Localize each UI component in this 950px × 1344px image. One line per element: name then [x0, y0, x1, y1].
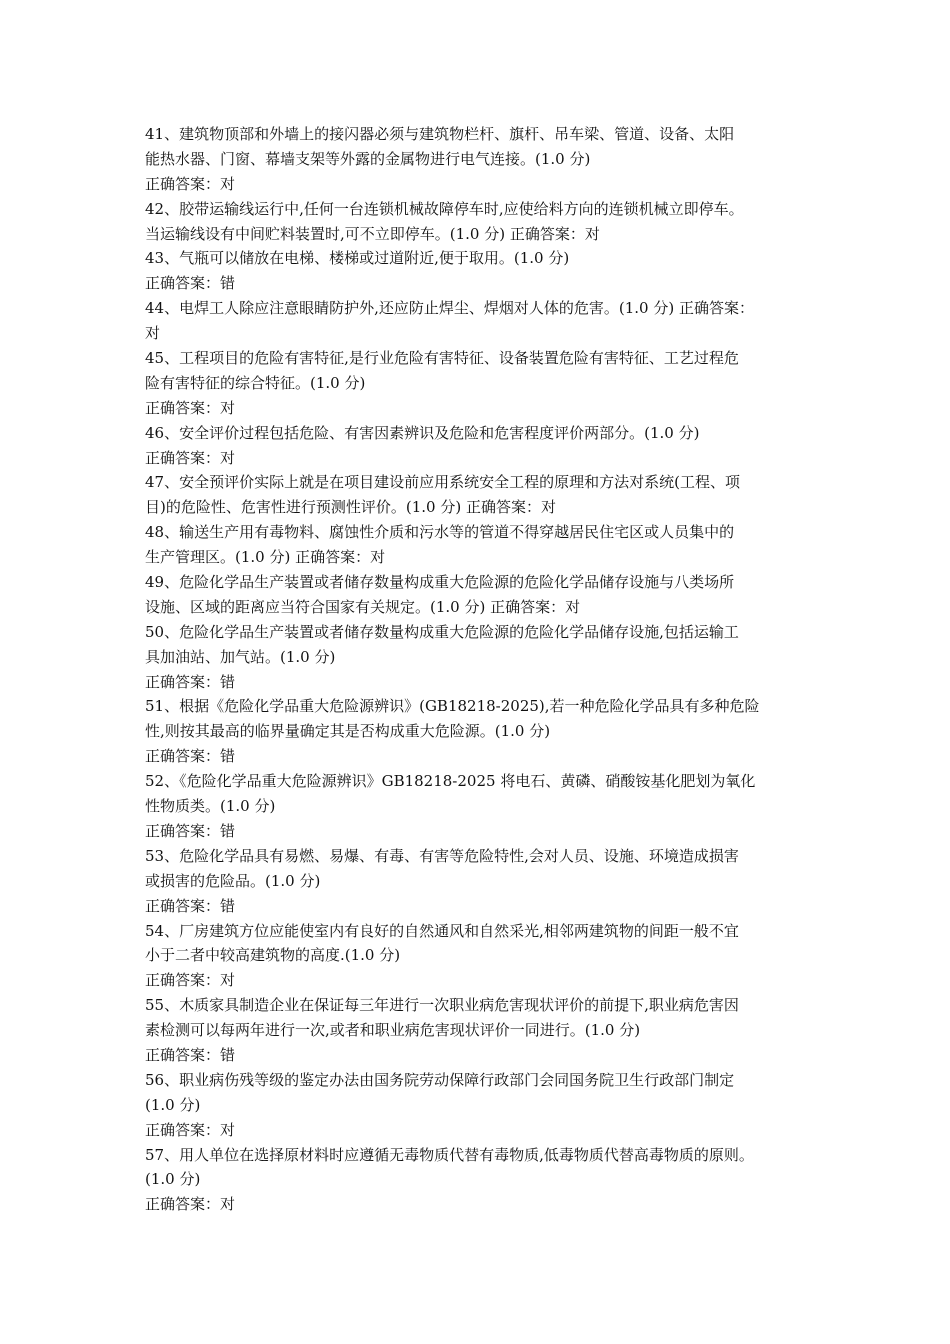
text-line: 55、木质家具制造企业在保证每三年进行一次职业病危害现状评价的前提下,职业病危害因	[145, 996, 739, 1015]
text-line: 性,则按其最高的临界量确定其是否构成重大危险源。(1.0 分)	[145, 722, 551, 741]
text-line: 43、气瓶可以储放在电梯、楼梯或过道附近,便于取用。(1.0 分)	[145, 249, 570, 268]
answer-line: 正确答案：错	[145, 747, 236, 766]
text-line: 素检测可以每两年进行一次,或者和职业病危害现状评价一同进行。(1.0 分)	[145, 1021, 641, 1040]
answer-line: 正确答案：对	[145, 174, 236, 193]
answer-line: 正确答案：对	[145, 398, 236, 417]
text-line: 设施、区域的距离应当符合国家有关规定。(1.0 分) 正确答案：对	[145, 597, 581, 616]
answer-line: 正确答案：错	[145, 821, 236, 840]
text-line: 或损害的危险品。(1.0 分)	[145, 871, 321, 890]
text-line: 51、根据《危险化学品重大危险源辨识》(GB18218-2025),若一种危险化学品具有多种危险	[145, 697, 760, 716]
text-line: 险有害特征的综合特征。(1.0 分)	[145, 373, 366, 392]
text-line: (1.0 分)	[145, 1170, 201, 1189]
text-line: 54、厂房建筑方位应能使室内有良好的自然通风和自然采光,相邻两建筑物的间距一般不宜	[145, 921, 739, 940]
text-line: 对	[145, 324, 161, 343]
answer-line: 正确答案：对	[145, 971, 236, 990]
text-line: 性物质类。(1.0 分)	[145, 797, 276, 816]
text-line: 56、职业病伤残等级的鉴定办法由国务院劳动保障行政部门会同国务院卫生行政部门制定	[145, 1070, 735, 1089]
text-line: 小于二者中较高建筑物的高度.(1.0 分)	[145, 946, 401, 965]
text-line: 41、建筑物顶部和外墙上的接闪器必须与建筑物栏杆、旗杆、吊车梁、管道、设备、太阳	[145, 125, 735, 143]
text-line: 50、危险化学品生产装置或者储存数量构成重大危险源的危险化学品储存设施,包括运输工	[145, 622, 739, 641]
text-line: 具加油站、加气站。(1.0 分)	[145, 647, 336, 666]
text-line: 45、工程项目的危险有害特征,是行业危险有害特征、设备装置危险有害特征、工艺过程危	[145, 349, 739, 368]
answer-line: 正确答案：错	[145, 672, 236, 691]
text-line: 能热水器、门窗、幕墙支架等外露的金属物进行电气连接。(1.0 分)	[145, 149, 591, 168]
text-line: 42、胶带运输线运行中,任何一台连锁机械故障停车时,应使给料方向的连锁机械立即停车。	[145, 199, 744, 218]
text-line: 44、电焊工人除应注意眼睛防护外,还应防止焊尘、焊烟对人体的危害。(1.0 分) 正确答案：	[145, 299, 754, 318]
text-line: 53、危险化学品具有易燃、易爆、有毒、有害等危险特性,会对人员、设施、环境造成损害	[145, 846, 739, 865]
text-line: 46、安全评价过程包括危险、有害因素辨识及危险和危害程度评价两部分。(1.0 分)	[145, 423, 700, 442]
answer-line: 正确答案：错	[145, 1045, 236, 1064]
answer-line: 正确答案：对	[145, 1195, 236, 1214]
text-line: 49、危险化学品生产装置或者储存数量构成重大危险源的危险化学品储存设施与八类场所	[145, 573, 735, 592]
answer-line: 正确答案：对	[145, 448, 236, 467]
text-line: 57、用人单位在选择原材料时应遵循无毒物质代替有毒物质,低毒物质代替高毒物质的原则。	[145, 1145, 754, 1164]
text-line: (1.0 分)	[145, 1095, 201, 1114]
text-line: 当运输线设有中间贮料装置时,可不立即停车。(1.0 分) 正确答案：对	[145, 224, 600, 243]
text-line: 目)的危险性、危害性进行预测性评价。(1.0 分) 正确答案：对	[145, 498, 556, 517]
document-page	[145, 122, 820, 1217]
answer-line: 正确答案：错	[145, 896, 236, 915]
answer-line: 正确答案：错	[145, 274, 236, 293]
text-line: 47、安全预评价实际上就是在项目建设前应用系统安全工程的原理和方法对系统(工程、项	[145, 473, 740, 492]
text-line: 48、输送生产用有毒物料、腐蚀性介质和污水等的管道不得穿越居民住宅区或人员集中的	[145, 523, 735, 542]
text-line: 生产管理区。(1.0 分) 正确答案：对	[145, 548, 386, 567]
text-line: 52、《危险化学品重大危险源辨识》GB18218-2025 将电石、黄磷、硝酸铵基化肥划为氧化	[145, 772, 756, 791]
answer-line: 正确答案：对	[145, 1120, 236, 1139]
